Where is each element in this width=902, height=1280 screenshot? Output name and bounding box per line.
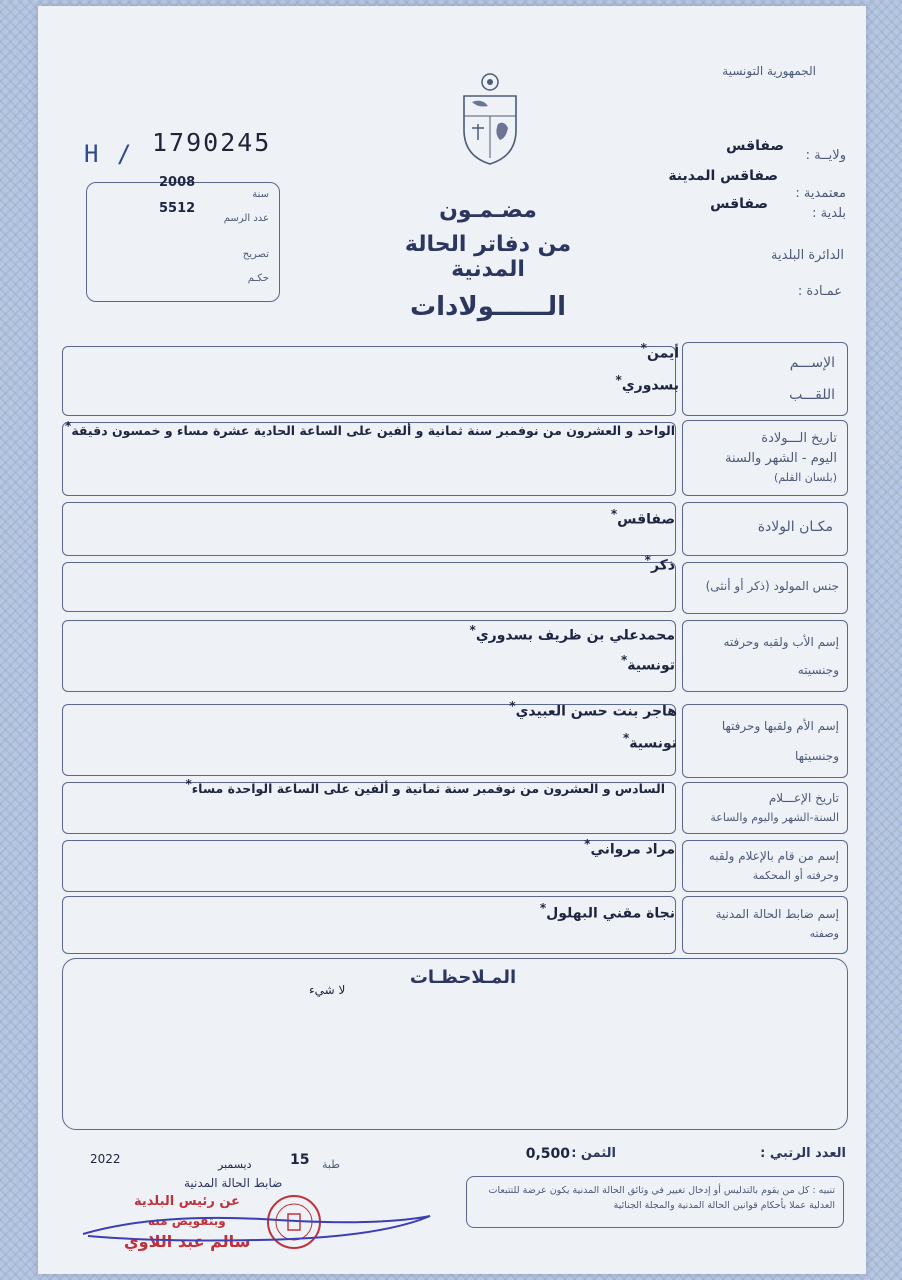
judgment-label: حكـم — [247, 273, 269, 284]
wilaya-label: ولايــة : — [805, 148, 846, 163]
birthplace-label: مكـان الولادة — [757, 519, 833, 535]
republic-header: الجمهورية التونسية — [722, 64, 816, 78]
register-number-label: عدد الرسم — [223, 213, 269, 224]
father-sublabel: وجنسيته — [797, 663, 839, 677]
place-label: طبة — [322, 1158, 340, 1171]
row-birthdate-label-box — [682, 420, 848, 496]
register-info-box — [86, 175, 280, 302]
declarant-value: مراد مرواني * — [584, 837, 675, 858]
row-father-label-box — [682, 620, 848, 692]
row-sex-value-box — [62, 557, 676, 612]
row-mother-value-box — [62, 704, 676, 776]
serial-number: 1790245 — [152, 128, 272, 157]
mother-nationality-value: تونسية * — [623, 731, 677, 752]
row-officer-label-box — [682, 896, 848, 954]
row-name-value-box — [62, 345, 679, 416]
row-birthdate-value-box — [62, 422, 676, 496]
mother-value: هاجر بنت حسن العبيدي * — [509, 699, 677, 720]
row-declaration-date-label-box — [682, 782, 848, 834]
declarant-sublabel: وحرفته أو المحكمة — [752, 869, 839, 882]
register-year-value: 2008 — [159, 175, 196, 190]
mother-label: إسم الأم ولقبها وحرفتها — [721, 719, 839, 733]
price-value: 0,500 — [525, 1146, 570, 1162]
remarks-value: لا شيء — [309, 983, 346, 997]
surname-value: بسدوري * — [616, 373, 679, 394]
declaration-date-value: السادس و العشرون من نوفمبر سنة ثمانية و ألفين على الساعة الواحدة مساء * — [185, 777, 665, 796]
register-number-value: 5512 — [159, 201, 196, 216]
register-year-label: سنة — [252, 189, 269, 200]
mutamadiya-label: معتمدية : — [795, 186, 846, 201]
officer-value: نجاة مقني البهلول * — [540, 901, 675, 922]
issue-month: ديسمبر — [218, 1158, 252, 1171]
declaration-label: تصريح — [242, 249, 269, 260]
imada-label: عمـادة : — [797, 284, 842, 299]
row-birthplace-value-box — [62, 502, 676, 556]
birth-certificate-page — [38, 6, 866, 1274]
birthdate-label: تاريخ الـــولادة — [761, 431, 837, 446]
issue-day: 15 — [290, 1152, 310, 1168]
row-birthplace-label-box — [682, 502, 848, 556]
daira-label: الدائرة البلدية — [771, 248, 844, 263]
wilaya-value: صفاقس — [726, 138, 784, 154]
title-registers: من دفاتر الحالة المدنية — [404, 232, 572, 282]
signature-line-1: عن رئيس البلدية — [134, 1194, 240, 1209]
declaration-date-sublabel: السنة-الشهر واليوم والساعة — [710, 811, 839, 824]
row-declaration-date-value-box — [62, 782, 676, 834]
row-mother-label-box — [682, 704, 848, 778]
declarant-label: إسم من قام بالإعلام ولقبه — [708, 849, 839, 863]
issue-year: 2022 — [90, 1152, 121, 1166]
officer-label: إسم ضابط الحالة المدنية — [715, 907, 839, 921]
signature-scribble-icon — [78, 1206, 438, 1246]
father-value: محمدعلي بن ظريف بسدوري * — [470, 623, 675, 644]
price-label: الثمن : — [571, 1146, 616, 1161]
sex-label: جنس المولود (ذكر أو أنثى) — [705, 579, 839, 593]
title-births: الــــــولادات — [409, 292, 567, 322]
name-label: الإســـم — [789, 355, 835, 371]
father-label: إسم الأب ولقبه وحرفته — [723, 635, 839, 649]
serial-label-footer: العدد الرتبي : — [760, 1146, 846, 1161]
signature-line-2: وبتفويض منه — [148, 1214, 226, 1228]
officer-sublabel: وصفته — [809, 927, 839, 940]
name-value: أيمن * — [641, 341, 679, 362]
mutamadiya-value: صفاقس المدينة — [668, 168, 778, 184]
row-declarant-value-box — [62, 840, 676, 892]
row-officer-value-box — [62, 896, 676, 954]
baladiya-value: صفاقس — [710, 196, 768, 212]
warning-box — [466, 1176, 844, 1228]
birthdate-note: (بلسان القلم) — [774, 471, 837, 484]
row-name-label-box — [682, 342, 848, 416]
row-sex-label-box — [682, 562, 848, 614]
row-father-value-box — [62, 620, 676, 692]
coat-of-arms-icon — [458, 68, 522, 166]
birthplace-value: صفاقس * — [611, 507, 675, 528]
declaration-date-label: تاريخ الإعـــلام — [768, 791, 839, 805]
birthdate-sublabel: اليوم - الشهر والسنة — [724, 451, 837, 466]
title-mudmoun: مضـمـون — [439, 198, 537, 223]
father-nationality-value: تونسية * — [621, 653, 675, 674]
officer-title: ضابط الحالة المدنية — [184, 1176, 283, 1190]
signature-name: سالم عبد اللاوي — [124, 1232, 251, 1251]
warning-text: تنبيه : كل من يقوم بالتدليس أو إدخال تغيير في وثائق الحالة المدنية يكون عرضة للتتبعات العدلية عملا بأحكام قوانين الحالة المدنية والمجلة الجنائية — [488, 1185, 835, 1211]
surname-label: اللقـــب — [789, 387, 835, 403]
remarks-box — [62, 958, 848, 1130]
birthdate-value: الواحد و العشرون من نوفمبر سنة ثمانية و ألفين على الساعة الحادية عشرة مساء و خمسون دقيقة * — [65, 419, 675, 438]
serial-prefix: H / — [84, 140, 134, 168]
remarks-title: المـلاحظـات — [409, 967, 517, 988]
row-declarant-label-box — [682, 840, 848, 892]
sex-value: ذكر * — [645, 553, 675, 574]
mother-sublabel: وجنسيتها — [795, 749, 839, 763]
baladiya-label: بلدية : — [812, 206, 846, 221]
